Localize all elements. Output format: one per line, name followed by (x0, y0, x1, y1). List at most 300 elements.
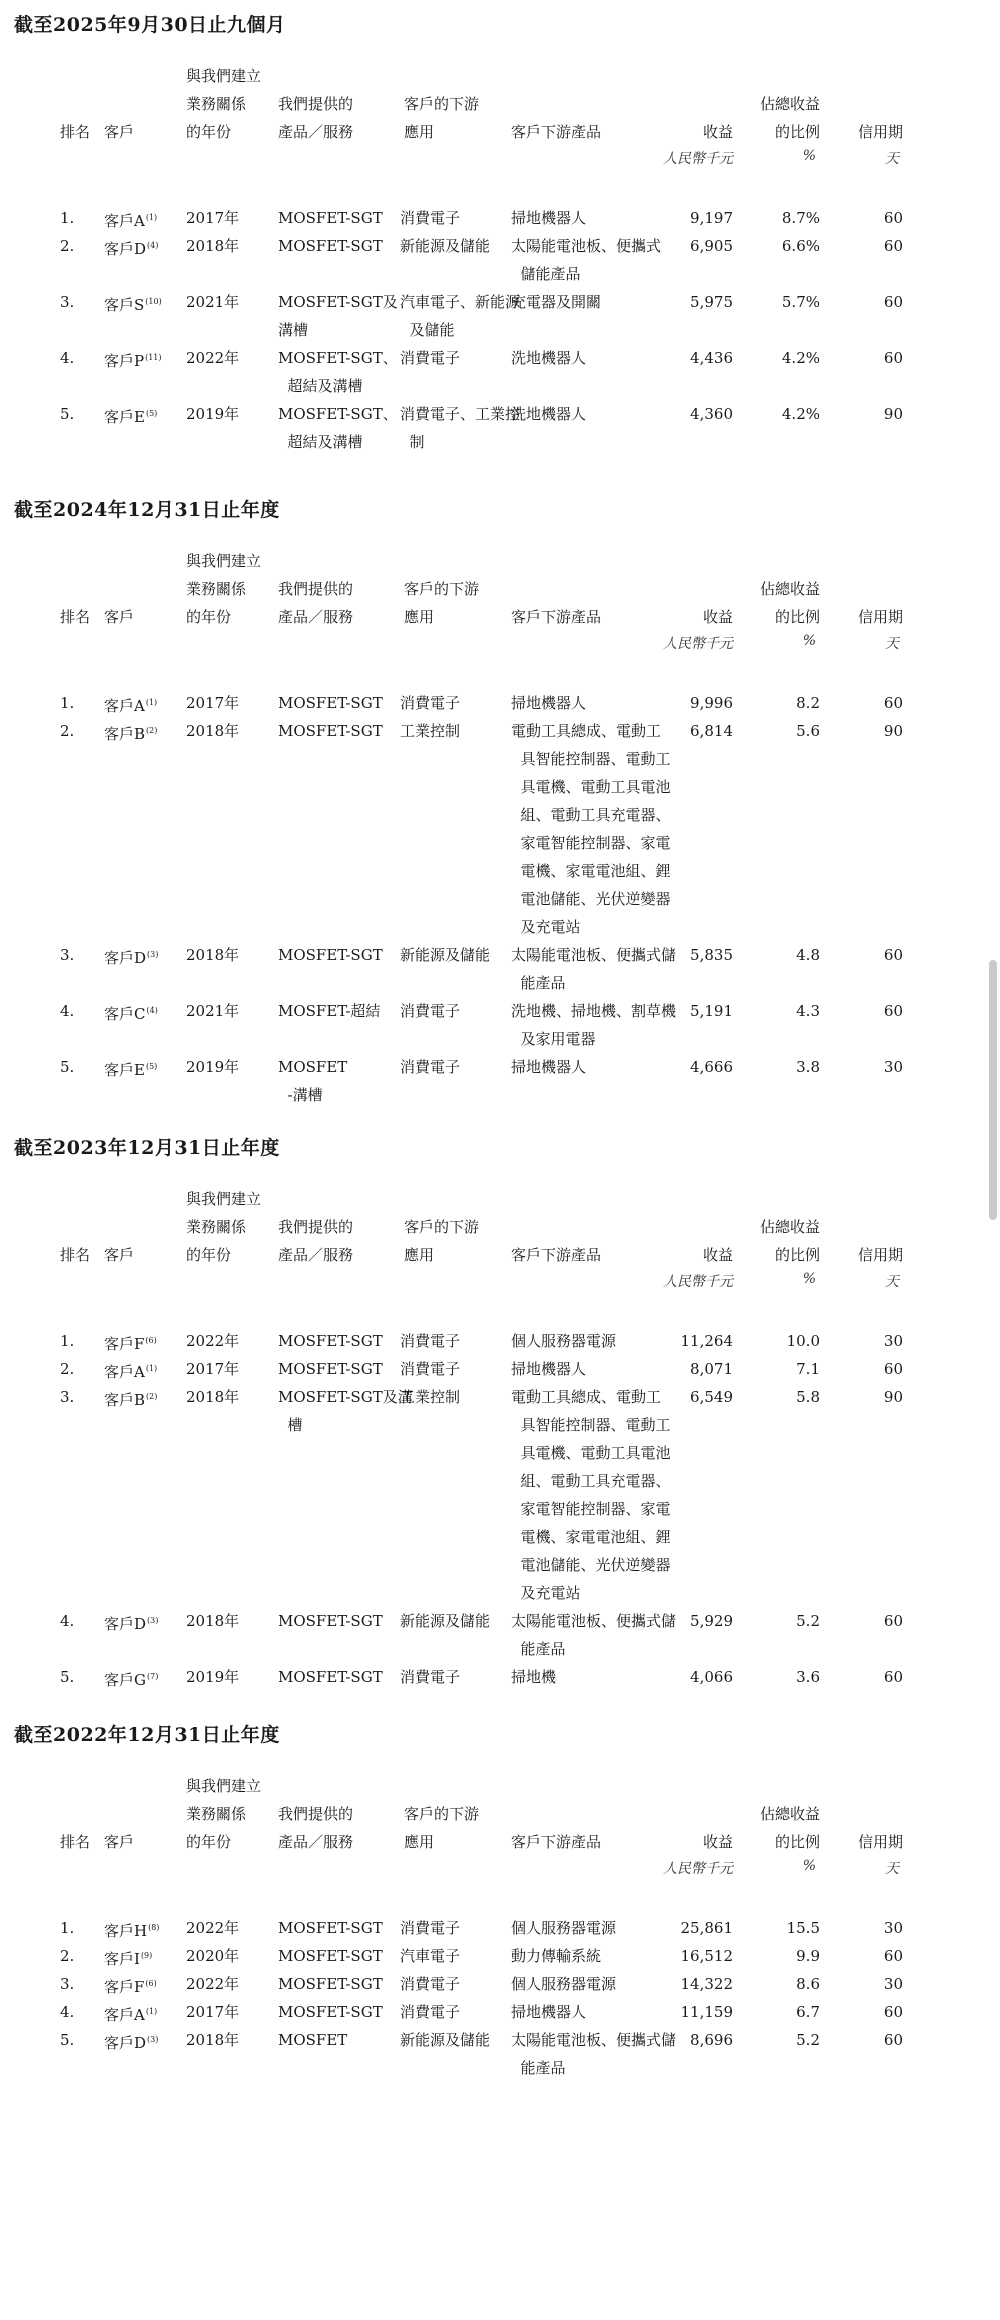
application-cell (400, 1914, 460, 1942)
share-cell: 6.6% (781, 237, 820, 255)
unit-share: % (802, 1271, 816, 1287)
customer-cell (104, 1607, 158, 1638)
application-line: 及儲能 (400, 321, 455, 339)
customer-name: 客戶C (104, 1005, 146, 1023)
downstream-line: 掃地機器人 (511, 209, 587, 227)
header-share-line: 的比例 (774, 608, 820, 626)
year-cell: 2019年 (186, 1668, 240, 1686)
year-cell: 2018年 (186, 1388, 240, 1406)
table-row (0, 1998, 1000, 2026)
year-cell: 2022年 (186, 1919, 240, 1937)
credit-cell: 60 (883, 1947, 903, 1965)
product-cell (278, 232, 383, 260)
year-cell: 2018年 (186, 2031, 240, 2049)
application-line: 消費電子 (400, 209, 461, 227)
scrollbar-thumb[interactable] (989, 960, 997, 1220)
downstream-line: 及充電站 (511, 918, 581, 936)
section-title: 截至2025年9月30日止九個月 (14, 14, 286, 36)
application-line: 汽車電子 (400, 1947, 461, 1965)
downstream-line: 個人服務器電源 (511, 1975, 617, 1993)
share-cell: 8.7% (781, 209, 820, 227)
header-years-line: 與我們建立 (186, 552, 262, 570)
share-cell: 10.0 (786, 1332, 820, 1350)
downstream-line: 個人服務器電源 (511, 1332, 617, 1350)
table-section (0, 1720, 1000, 2320)
credit-cell: 60 (883, 2031, 903, 2049)
footnote-marker: (1) (145, 1364, 158, 1373)
header-application-line: 應用 (404, 123, 435, 141)
header-years-line: 與我們建立 (186, 67, 262, 85)
downstream-line: 太陽能電池板、便攜式儲 (511, 946, 677, 964)
rank-cell: 5. (60, 405, 75, 423)
customer-cell (104, 1053, 157, 1084)
unit-share: % (802, 1858, 816, 1874)
revenue-cell: 11,159 (680, 2003, 733, 2021)
application-line: 消費電子 (400, 1360, 461, 1378)
credit-cell: 90 (883, 722, 903, 740)
application-cell (400, 344, 460, 372)
customer-name: 客戶D (104, 1615, 147, 1633)
application-line: 消費電子 (400, 1058, 461, 1076)
application-line: 消費電子 (400, 694, 461, 712)
rank-cell: 1. (60, 1919, 75, 1937)
table-row (0, 204, 1000, 232)
header-customer-line (104, 547, 134, 575)
year-cell: 2017年 (186, 2003, 240, 2021)
downstream-line: 儲能產品 (511, 265, 581, 283)
product-line: MOSFET-SGT (278, 1332, 383, 1350)
header-years-line: 業務關係 (186, 1805, 247, 1823)
product-line: 超結及溝槽 (278, 377, 363, 395)
section-title: 截至2024年12月31日止年度 (14, 499, 280, 521)
downstream-line: 太陽能電池板、便攜式 (511, 237, 662, 255)
product-line: MOSFET-SGT (278, 237, 383, 255)
table-row (0, 1383, 1000, 1607)
header-share-line: 的比例 (774, 1246, 820, 1264)
customer-cell (104, 1355, 157, 1386)
revenue-cell: 5,191 (690, 1002, 733, 1020)
downstream-cell (511, 1942, 601, 1970)
header-customer-line: 客戶 (104, 1246, 135, 1264)
header-customer (104, 1185, 134, 1269)
header-product-line (278, 62, 353, 90)
downstream-cell (511, 1327, 616, 1355)
header-revenue-line (653, 1213, 733, 1241)
section-title: 截至2022年12月31日止年度 (14, 1724, 280, 1746)
downstream-line: 具電機、電動工具電池 (511, 778, 671, 796)
table-row (0, 288, 1000, 344)
header-credit (823, 547, 903, 631)
share-cell: 7.1 (796, 1360, 820, 1378)
section-title: 截至2023年12月31日止年度 (14, 1137, 280, 1159)
application-cell (400, 232, 490, 260)
header-product-line (278, 1772, 353, 1800)
share-cell: 9.9 (796, 1947, 820, 1965)
share-cell: 3.8 (796, 1058, 820, 1076)
downstream-line: 能產品 (511, 1640, 566, 1658)
revenue-cell: 11,264 (680, 1332, 733, 1350)
application-cell (400, 1383, 460, 1411)
revenue-cell: 6,549 (690, 1388, 733, 1406)
header-revenue-line: 收益 (702, 608, 733, 626)
application-line: 消費電子 (400, 1332, 461, 1350)
application-line: 汽車電子、新能源 (400, 293, 521, 311)
application-line: 消費電子 (400, 1668, 461, 1686)
header-application-line (404, 547, 479, 575)
share-cell: 6.7 (796, 2003, 820, 2021)
header-credit-line: 信用期 (857, 123, 903, 141)
header-years (186, 1772, 261, 1856)
header-downstream (511, 62, 601, 146)
revenue-cell: 5,835 (690, 946, 733, 964)
customer-name: 客戶B (104, 1391, 146, 1409)
header-credit-line (823, 90, 903, 118)
header-credit-line: 信用期 (857, 1833, 903, 1851)
header-share-line (740, 547, 820, 575)
footnote-marker: (2) (146, 726, 158, 735)
application-line: 消費電子 (400, 349, 461, 367)
header-years-line: 與我們建立 (186, 1777, 262, 1795)
product-line: MOSFET (278, 2031, 348, 2049)
downstream-line: 洗地機器人 (511, 405, 587, 423)
rank-cell: 3. (60, 1388, 75, 1406)
header-revenue (653, 62, 733, 146)
header-credit-line (823, 1800, 903, 1828)
credit-cell: 60 (883, 209, 903, 227)
unit-credit: 天 (885, 1861, 899, 1877)
customer-name: 客戶A (104, 697, 145, 715)
header-share-line: 佔總收益 (759, 1805, 820, 1823)
header-downstream-line (511, 90, 601, 118)
customer-name: 客戶P (104, 352, 145, 370)
header-customer-line (104, 90, 134, 118)
header-product-line (278, 1185, 353, 1213)
header-share (740, 62, 820, 146)
year-cell: 2019年 (186, 405, 240, 423)
application-line: 制 (400, 433, 425, 451)
downstream-cell (511, 344, 586, 372)
share-cell: 8.6 (796, 1975, 820, 1993)
header-downstream-line: 客戶下游產品 (511, 1833, 602, 1851)
downstream-line: 家電智能控制器、家電 (511, 834, 671, 852)
share-cell: 4.2% (781, 405, 820, 423)
rank-cell: 3. (60, 293, 75, 311)
product-line: MOSFET-超結 (278, 1002, 381, 1020)
revenue-cell: 6,814 (690, 722, 733, 740)
header-share (740, 1185, 820, 1269)
footnote-marker: (2) (146, 1392, 158, 1401)
share-cell: 15.5 (786, 1919, 820, 1937)
downstream-cell (511, 689, 586, 717)
footnote-marker: (1) (145, 213, 158, 222)
year-cell: 2022年 (186, 1332, 240, 1350)
downstream-line: 個人服務器電源 (511, 1919, 617, 1937)
product-cell (278, 1607, 383, 1635)
product-cell (278, 941, 383, 969)
customer-name: 客戶G (104, 1671, 146, 1689)
downstream-cell (511, 1970, 616, 1998)
product-cell (278, 1355, 383, 1383)
header-rank-line: 排名 (60, 1246, 91, 1264)
table-row (0, 1663, 1000, 1691)
product-line: MOSFET (278, 1058, 348, 1076)
header-downstream-line (511, 1800, 601, 1828)
credit-cell: 60 (883, 293, 903, 311)
downstream-line: 組、電動工具充電器、 (511, 1472, 671, 1490)
customer-cell (104, 1914, 159, 1945)
rank-cell: 4. (60, 349, 75, 367)
customer-name: 客戶B (104, 725, 146, 743)
year-cell: 2021年 (186, 1002, 240, 1020)
header-rank-line (60, 62, 90, 90)
downstream-line: 掃地機 (511, 1668, 557, 1686)
downstream-cell (511, 1663, 556, 1691)
header-product (278, 1772, 353, 1856)
revenue-cell: 5,975 (690, 293, 733, 311)
year-cell: 2017年 (186, 1360, 240, 1378)
header-customer-line (104, 1772, 134, 1800)
share-cell: 3.6 (796, 1668, 820, 1686)
header-product-line (278, 547, 353, 575)
customer-name: 客戶D (104, 2034, 147, 2052)
downstream-line: 掃地機器人 (511, 2003, 587, 2021)
credit-cell: 60 (883, 2003, 903, 2021)
header-rank-line: 排名 (60, 608, 91, 626)
share-cell: 4.8 (796, 946, 820, 964)
customer-cell (104, 717, 157, 748)
product-line: MOSFET-SGT (278, 1668, 383, 1686)
credit-cell: 30 (883, 1975, 903, 1993)
unit-share: % (802, 633, 816, 649)
table-row (0, 344, 1000, 400)
header-credit-line (823, 1213, 903, 1241)
header-years-line: 業務關係 (186, 580, 247, 598)
header-downstream (511, 1185, 601, 1269)
credit-cell: 60 (883, 349, 903, 367)
application-cell (400, 1942, 460, 1970)
rank-cell: 2. (60, 1360, 75, 1378)
header-customer-line: 客戶 (104, 123, 135, 141)
header-revenue-line (653, 1800, 733, 1828)
header-customer-line: 客戶 (104, 608, 135, 626)
header-customer-line (104, 1213, 134, 1241)
header-years (186, 547, 261, 631)
header-customer-line: 客戶 (104, 1833, 135, 1851)
header-downstream-line (511, 1772, 601, 1800)
header-application-line: 應用 (404, 1833, 435, 1851)
rank-cell: 2. (60, 237, 75, 255)
customer-name: 客戶E (104, 1061, 145, 1079)
product-line: MOSFET-SGT (278, 1360, 383, 1378)
credit-cell: 30 (883, 1332, 903, 1350)
header-product-line: 產品／服務 (278, 123, 354, 141)
rank-cell: 3. (60, 946, 75, 964)
application-line: 消費電子 (400, 1975, 461, 1993)
rank-cell: 1. (60, 1332, 75, 1350)
year-cell: 2018年 (186, 237, 240, 255)
product-line: MOSFET-SGT (278, 209, 383, 227)
revenue-cell: 14,322 (680, 1975, 733, 1993)
downstream-line: 及家用電器 (511, 1030, 596, 1048)
header-rank-line (60, 575, 90, 603)
footnote-marker: (1) (145, 698, 158, 707)
table-row (0, 997, 1000, 1053)
header-years-line: 的年份 (186, 1246, 232, 1264)
revenue-cell: 8,696 (690, 2031, 733, 2049)
header-product-line: 我們提供的 (278, 95, 354, 113)
customer-name: 客戶S (104, 296, 145, 314)
table-row (0, 232, 1000, 288)
footnote-marker: (8) (148, 1923, 160, 1932)
table-row (0, 1355, 1000, 1383)
header-share-line: 佔總收益 (759, 580, 820, 598)
header-credit-line: 信用期 (857, 1246, 903, 1264)
year-cell: 2022年 (186, 349, 240, 367)
credit-cell: 30 (883, 1919, 903, 1937)
downstream-line: 洗地機、掃地機、割草機 (511, 1002, 677, 1020)
footnote-marker: (9) (140, 1951, 153, 1960)
header-years-line: 業務關係 (186, 1218, 247, 1236)
unit-revenue: 人民幣千元 (663, 1861, 733, 1877)
footnote-marker: (3) (147, 2035, 159, 2044)
header-customer (104, 62, 134, 146)
header-rank (60, 1772, 90, 1856)
product-cell (278, 204, 383, 232)
revenue-cell: 25,861 (680, 1919, 733, 1937)
header-downstream-line: 客戶下游產品 (511, 608, 602, 626)
revenue-cell: 4,360 (690, 405, 733, 423)
header-application-line: 客戶的下游 (404, 580, 480, 598)
customer-cell (104, 1663, 158, 1694)
header-downstream-line (511, 62, 601, 90)
customer-name: 客戶H (104, 1922, 148, 1940)
header-revenue-line (653, 1772, 733, 1800)
header-application-line (404, 1772, 479, 1800)
product-cell (278, 997, 380, 1025)
credit-cell: 60 (883, 694, 903, 712)
header-customer (104, 547, 134, 631)
footnote-marker: (11) (145, 353, 162, 362)
application-line: 工業控制 (400, 1388, 461, 1406)
header-application-line: 應用 (404, 1246, 435, 1264)
revenue-cell: 5,929 (690, 1612, 733, 1630)
header-downstream-line (511, 1213, 601, 1241)
year-cell: 2021年 (186, 293, 240, 311)
footnote-marker: (7) (146, 1672, 159, 1681)
downstream-cell (511, 1355, 586, 1383)
product-line: MOSFET-SGT (278, 1975, 383, 1993)
header-rank-line (60, 90, 90, 118)
header-share-line: 佔總收益 (759, 95, 820, 113)
table-row (0, 1607, 1000, 1663)
rank-cell: 4. (60, 1002, 75, 1020)
credit-cell: 90 (883, 405, 903, 423)
header-application-line: 應用 (404, 608, 435, 626)
downstream-cell (511, 400, 586, 428)
header-revenue-line: 收益 (702, 123, 733, 141)
unit-revenue: 人民幣千元 (663, 151, 733, 167)
unit-revenue: 人民幣千元 (663, 636, 733, 652)
header-revenue-line (653, 547, 733, 575)
header-customer-line (104, 1800, 134, 1828)
header-credit (823, 1185, 903, 1269)
header-revenue-line (653, 62, 733, 90)
application-cell (400, 689, 460, 717)
downstream-line: 電機、家電電池組、鋰 (511, 862, 671, 880)
product-line: 超結及溝槽 (278, 433, 363, 451)
application-cell (400, 288, 520, 344)
header-share-line (740, 62, 820, 90)
product-line: MOSFET-SGT、 (278, 349, 398, 367)
header-application-line: 客戶的下游 (404, 1805, 480, 1823)
header-downstream-line (511, 547, 601, 575)
credit-cell: 60 (883, 1612, 903, 1630)
header-application (404, 62, 479, 146)
table-row (0, 2026, 1000, 2082)
year-cell: 2018年 (186, 722, 240, 740)
downstream-cell (511, 1383, 671, 1607)
downstream-line: 電機、家電電池組、鋰 (511, 1528, 671, 1546)
downstream-cell (511, 717, 671, 941)
application-cell (400, 997, 460, 1025)
customer-cell (104, 1942, 152, 1973)
customer-cell (104, 941, 158, 972)
downstream-cell (511, 1053, 586, 1081)
header-customer-line (104, 1185, 134, 1213)
year-cell: 2020年 (186, 1947, 240, 1965)
product-cell (278, 1914, 383, 1942)
downstream-line: 太陽能電池板、便攜式儲 (511, 1612, 677, 1630)
header-years-line: 與我們建立 (186, 1190, 262, 1208)
header-credit-line (823, 62, 903, 90)
application-line: 消費電子 (400, 1919, 461, 1937)
header-share-line (740, 1185, 820, 1213)
customer-cell (104, 204, 157, 235)
header-product-line: 我們提供的 (278, 1805, 354, 1823)
credit-cell: 90 (883, 1388, 903, 1406)
header-product-line: 產品／服務 (278, 1246, 354, 1264)
downstream-line: 掃地機器人 (511, 1058, 587, 1076)
header-years-line: 的年份 (186, 608, 232, 626)
credit-cell: 60 (883, 1360, 903, 1378)
downstream-line: 能產品 (511, 974, 566, 992)
unit-share: % (802, 148, 816, 164)
downstream-line: 太陽能電池板、便攜式儲 (511, 2031, 677, 2049)
header-downstream (511, 547, 601, 631)
year-cell: 2017年 (186, 209, 240, 227)
credit-cell: 30 (883, 1058, 903, 1076)
application-line: 新能源及儲能 (400, 2031, 491, 2049)
table-row (0, 400, 1000, 456)
table-row (0, 717, 1000, 941)
header-years-line: 的年份 (186, 1833, 232, 1851)
downstream-line: 具電機、電動工具電池 (511, 1444, 671, 1462)
product-cell (278, 288, 398, 344)
header-share-line (740, 1772, 820, 1800)
header-downstream-line: 客戶下游產品 (511, 123, 602, 141)
header-application (404, 547, 479, 631)
product-cell (278, 1053, 347, 1109)
downstream-cell (511, 232, 661, 288)
header-revenue (653, 1185, 733, 1269)
product-cell (278, 400, 398, 456)
customer-cell (104, 689, 157, 720)
header-years-line: 的年份 (186, 123, 232, 141)
footnote-marker: (6) (145, 1336, 157, 1345)
customer-name: 客戶I (104, 1950, 140, 1968)
header-share-line: 佔總收益 (759, 1218, 820, 1236)
share-cell: 4.2% (781, 349, 820, 367)
